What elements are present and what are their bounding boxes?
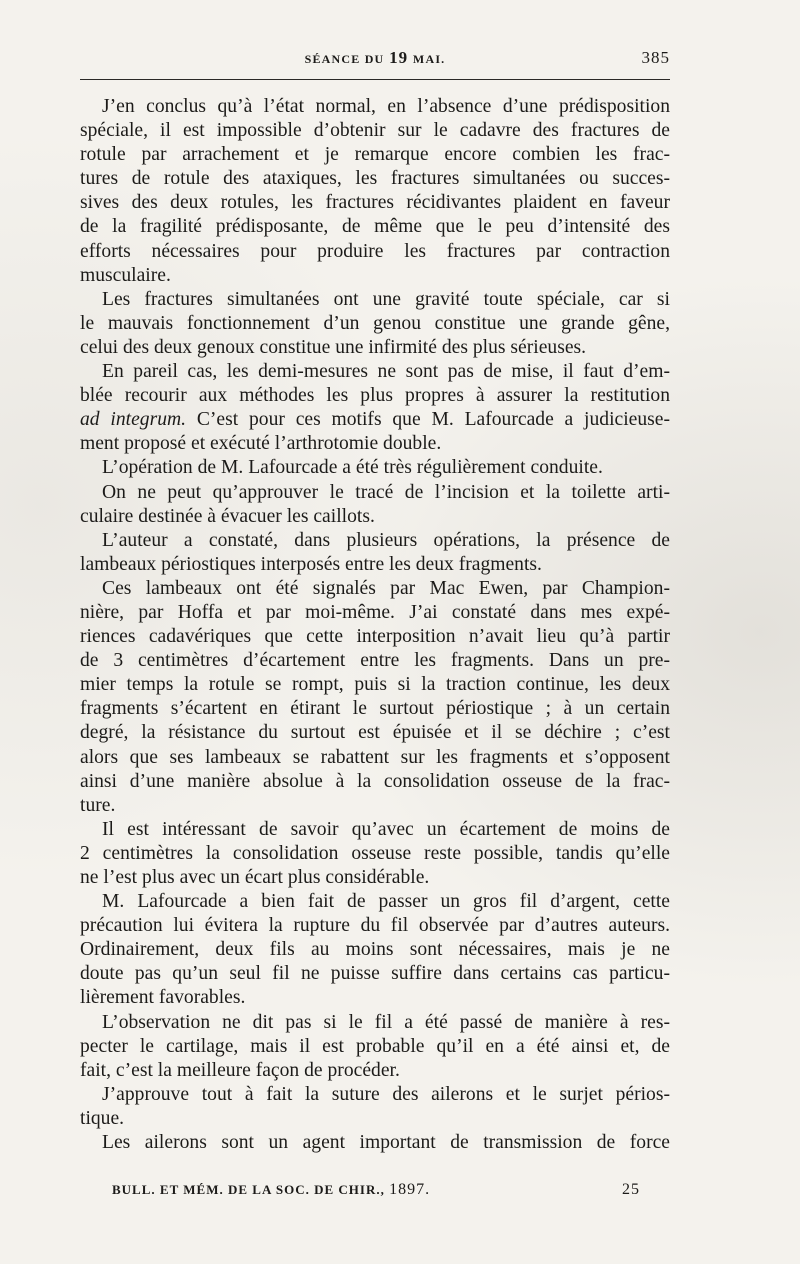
text-line-rest: C’est pour ces motifs que M. Lafourcade a judicieuse- (186, 409, 671, 431)
text-line: de 3 centimètres d’écartement entre les fragments. Dans un pre- (80, 650, 670, 672)
text-line: J’en conclus qu’à l’état normal, en l’absence d’une prédisposition (102, 96, 670, 117)
text-line: lièrement favorables. (80, 987, 246, 1009)
text-line: celui des deux genoux constitue une infirmité des plus sérieuses. (80, 336, 587, 358)
text-line: de la fragilité prédisposante, de même que le peu d’intensité des (80, 216, 670, 238)
text-line: degré, la résistance du surtout est épuisée et il se déchire ; c’est (80, 722, 670, 744)
page-number: 385 (641, 48, 670, 67)
footer-citation (112, 1181, 430, 1199)
running-title (80, 48, 670, 68)
text-line: ment proposé et exécuté l’arthrotomie double. (80, 433, 442, 455)
text-line: En pareil cas, les demi-mesures ne sont pas de mise, il faut d’em- (102, 361, 670, 383)
text-line: précaution lui évitera la rupture du fil observée par d’autres auteurs. (80, 915, 670, 937)
text-line: ne l’est plus avec un écart plus considérable. (80, 867, 430, 888)
text-line: M. Lafourcade a bien fait de passer un gros fil d’argent, cette (102, 891, 670, 913)
text-line: le mauvais fonctionnement d’un genou constitue une grande gêne, (80, 312, 670, 334)
text-line: rotule par arrachement et je remarque encore combien les frac- (80, 144, 670, 166)
header-rule (80, 79, 670, 80)
text-line: spéciale, il est impossible d’obtenir sur le cadavre des fractures de (80, 120, 670, 142)
text-line: ainsi d’une manière absolue à la consolidation osseuse de la frac- (80, 770, 670, 792)
text-line: Les fractures simultanées ont une gravité toute spéciale, car si (102, 288, 670, 310)
text-line: nière, par Hoffa et par moi-même. J’ai constaté dans mes expé- (80, 601, 670, 623)
footer-signature: 25 (622, 1181, 640, 1198)
text-line: On ne peut qu’approuver le tracé de l’incision et la toilette arti- (102, 481, 670, 503)
running-head (80, 48, 670, 72)
text-line: L’observation ne dit pas si le fil a été passé de manière à res- (102, 1011, 670, 1033)
text-line: tique. (80, 1107, 125, 1129)
text-line: riences cadavériques que cette interposition n’avait lieu qu’à partir (80, 626, 670, 648)
footer-journal: BULL. ET MÉM. DE LA SOC. DE CHIR., (112, 1182, 385, 1197)
text-line: alors que ses lambeaux se rabattent sur les fragments et s’opposent (80, 746, 670, 768)
text-line: Ordinairement, deux fils au moins sont nécessaires, mais je ne (80, 939, 670, 961)
text-line: L’opération de M. Lafourcade a été très régulièrement conduite. (102, 457, 603, 479)
text-line: J’approuve tout à fait la suture des ailerons et le surjet périos- (102, 1083, 670, 1105)
footer-year: 1897. (389, 1181, 431, 1198)
text-line: ture. (80, 794, 116, 816)
text-line: mier temps la rotule se rompt, puis si la traction continue, les deux (80, 674, 670, 696)
text-line: fragments s’écartent en étirant le surtout périostique ; à un certain (80, 698, 670, 720)
text-line: 2 centimètres la consolidation osseuse reste possible, tandis qu’elle (80, 842, 670, 864)
text-line: doute pas qu’un seul fil ne puisse suffire dans certains cas particu- (80, 963, 670, 985)
text-line: pecter le cartilage, mais il est probable qu’il en a été ainsi et, de (80, 1035, 670, 1057)
running-title-day: 19 (389, 48, 409, 67)
text-line: sives des deux rotules, les fractures récidivantes plaident en faveur (80, 192, 670, 214)
text-line (80, 408, 670, 432)
text-line: lambeaux périostiques interposés entre les deux fragments. (80, 553, 542, 575)
text-line: Il est intéressant de savoir qu’avec un écartement de moins de (102, 818, 670, 840)
running-title-month: MAI. (412, 52, 446, 66)
italic-phrase: ad integrum. (80, 409, 187, 431)
running-title-seance: SÉANCE DU (304, 52, 385, 66)
text-line: musculaire. (80, 264, 171, 286)
text-line: blée recourir aux méthodes les plus propres à assurer la restitution (80, 385, 670, 407)
text-line: tures de rotule des ataxiques, les fractures simultanées ou succes- (80, 168, 670, 190)
text-line: L’auteur a constaté, dans plusieurs opérations, la présence de (102, 529, 670, 551)
text-line: Ces lambeaux ont été signalés par Mac Ewen, par Champion- (102, 577, 670, 599)
footer (112, 1181, 640, 1203)
body-text (80, 95, 670, 1155)
text-line: Les ailerons sont un agent important de transmission de force (102, 1132, 670, 1154)
text-line: fait, c’est la meilleure façon de procéder. (80, 1059, 400, 1081)
text-line: efforts nécessaires pour produire les fractures par contraction (80, 240, 670, 262)
text-line: culaire destinée à évacuer les caillots. (80, 505, 375, 527)
